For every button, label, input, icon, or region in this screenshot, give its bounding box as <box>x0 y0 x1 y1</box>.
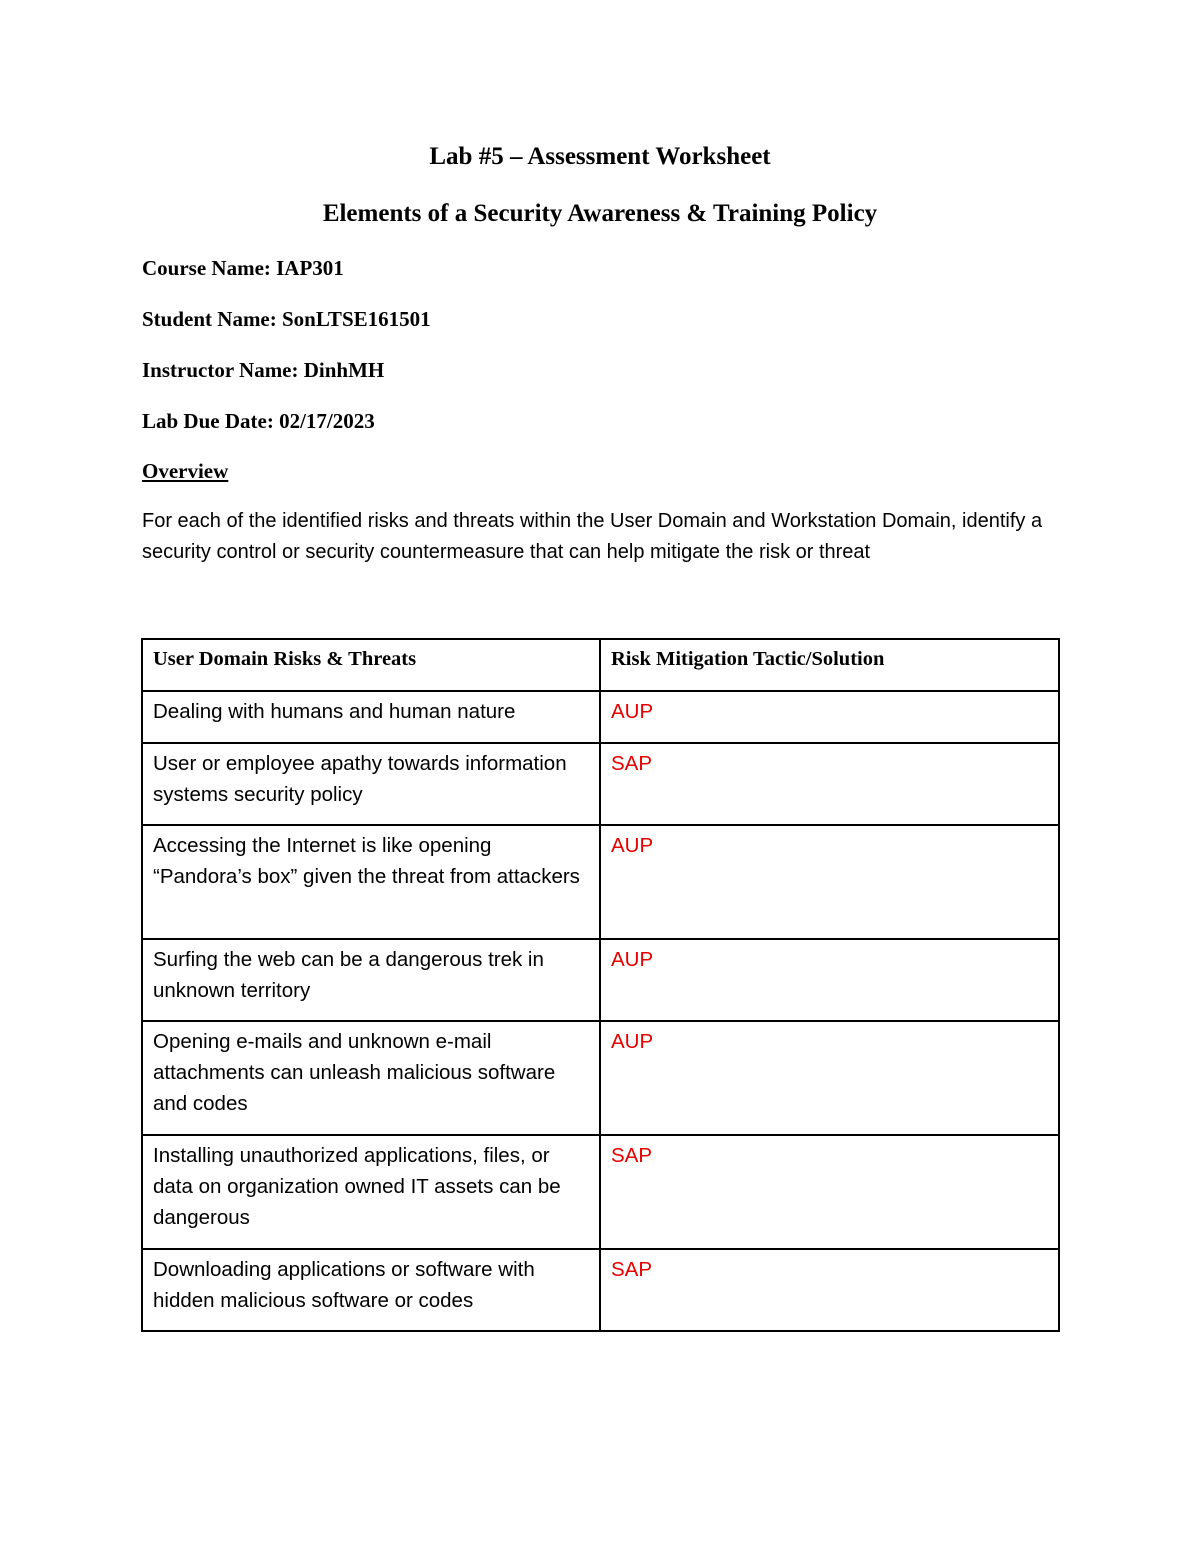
solution-cell: SAP <box>600 1135 1059 1249</box>
instructor-name-field: Instructor Name: DinhMH <box>142 358 385 382</box>
table-row <box>142 1249 1059 1331</box>
page-subtitle: Elements of a Security Awareness & Training Policy <box>322 200 878 227</box>
table-header-row <box>142 639 1059 691</box>
threat-cell: Dealing with humans and human nature <box>142 691 600 743</box>
threat-cell: Surfing the web can be a dangerous trek in unknown territory <box>142 939 600 1021</box>
table-row <box>142 939 1059 1021</box>
risk-mitigation-table <box>141 638 1060 1332</box>
solution-column-header: Risk Mitigation Tactic/Solution <box>600 639 1059 691</box>
solution-cell: SAP <box>600 743 1059 825</box>
solution-cell: SAP <box>600 1249 1059 1331</box>
table-row <box>142 1021 1059 1135</box>
threat-cell: Accessing the Internet is like opening “Pandora’s box” given the threat from attackers <box>142 825 600 939</box>
table-row <box>142 743 1059 825</box>
threat-cell: Installing unauthorized applications, files, or data on organization owned IT assets can be dangerous <box>142 1135 600 1249</box>
solution-cell: AUP <box>600 825 1059 939</box>
table-row <box>142 691 1059 743</box>
course-name-field: Course Name: IAP301 <box>142 256 344 280</box>
threat-cell: User or employee apathy towards information systems security policy <box>142 743 600 825</box>
table-row <box>142 825 1059 939</box>
overview-text: For each of the identified risks and threats within the User Domain and Workstation Domain, identify a security control or security countermeasure that can help mitigate the risk or threat <box>142 510 1043 563</box>
student-name-field: Student Name: SonLTSE161501 <box>142 307 431 331</box>
table-row <box>142 1135 1059 1249</box>
threat-cell: Downloading applications or software with hidden malicious software or codes <box>142 1249 600 1331</box>
page-title: Lab #5 – Assessment Worksheet <box>429 143 771 170</box>
lab-due-date-field: Lab Due Date: 02/17/2023 <box>142 409 375 433</box>
solution-cell: AUP <box>600 939 1059 1021</box>
threat-column-header: User Domain Risks & Threats <box>142 639 600 691</box>
threat-cell: Opening e-mails and unknown e-mail attachments can unleash malicious software and codes <box>142 1021 600 1135</box>
overview-heading: Overview <box>142 459 229 483</box>
solution-cell: AUP <box>600 1021 1059 1135</box>
solution-cell: AUP <box>600 691 1059 743</box>
